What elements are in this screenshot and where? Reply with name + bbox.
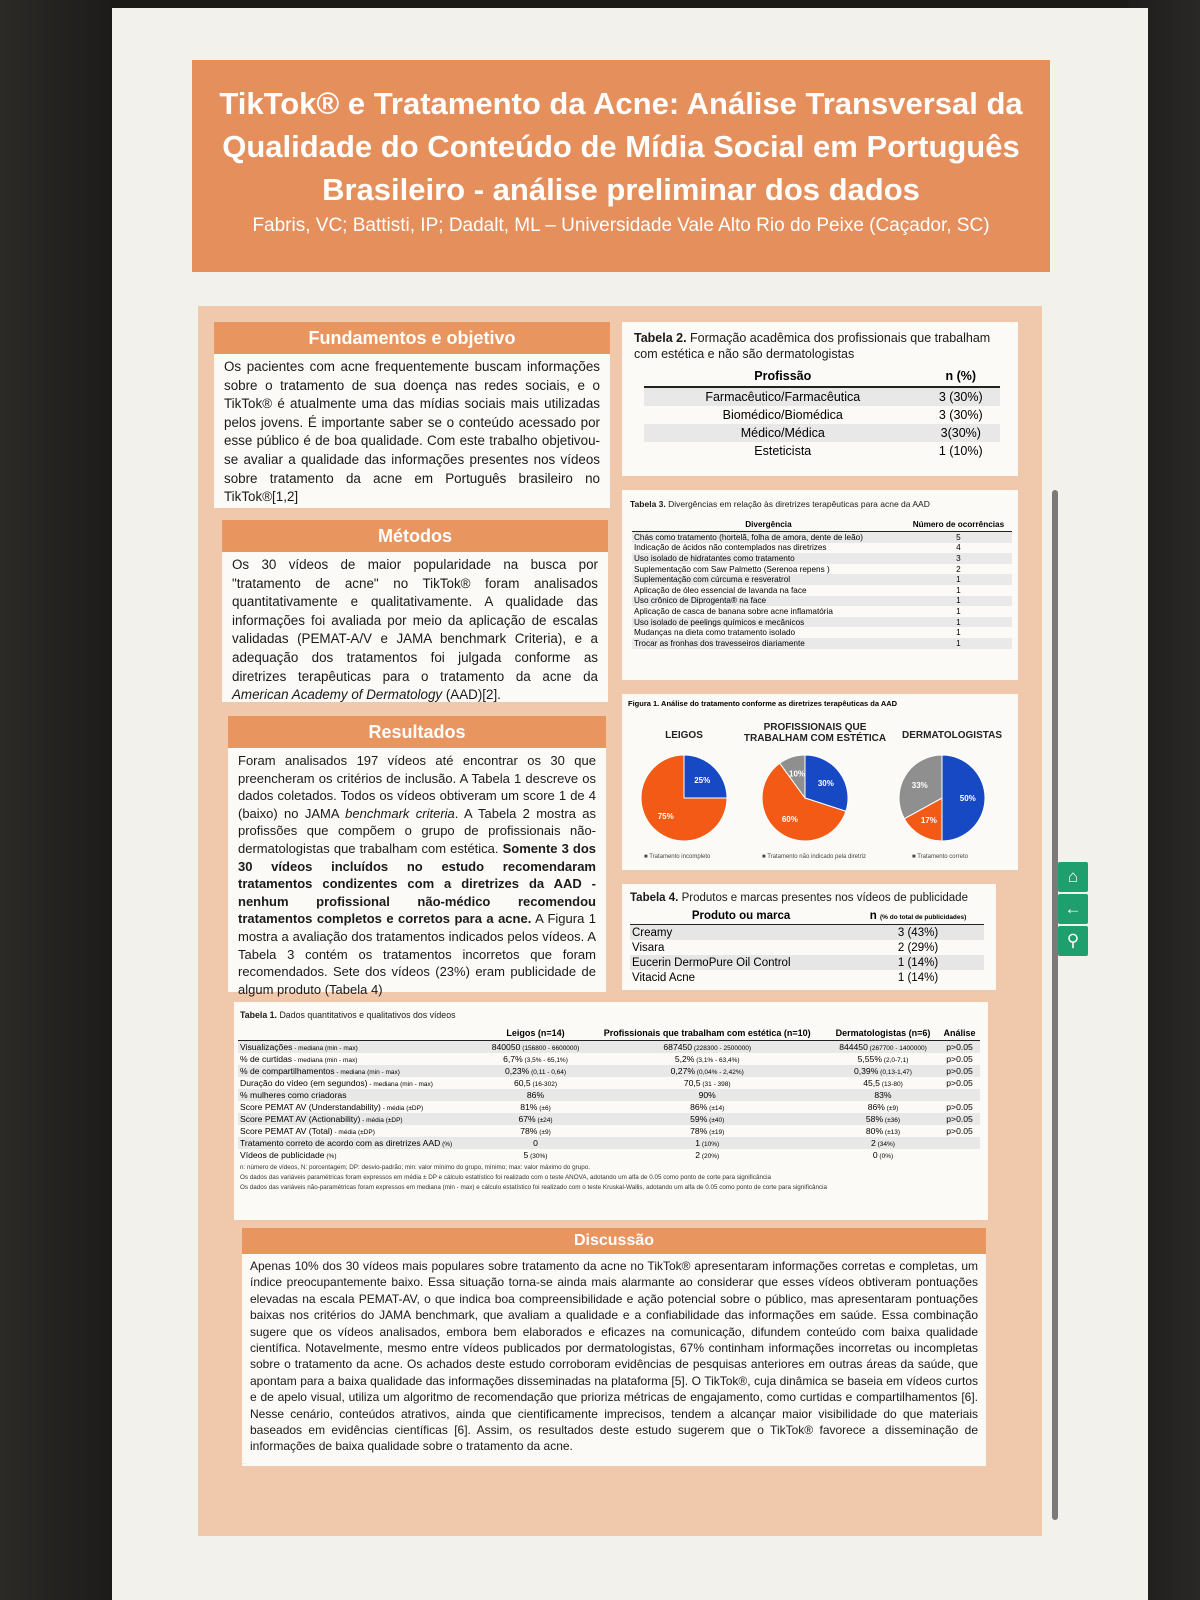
- poster-header: [192, 60, 1050, 272]
- table-row: Suplementação com cúrcuma e resveratrol 1: [632, 574, 1012, 585]
- pie-slice-label: 60%: [781, 814, 798, 824]
- pie-slice-label: 17%: [920, 816, 937, 826]
- table-row: % mulheres como criadoras 86% 90% 83%: [238, 1089, 980, 1101]
- table-2-panel: [622, 322, 1018, 476]
- table-row: Indicação de ácidos não contemplados nas diretrizes 4: [634, 543, 961, 553]
- table-1-header-profissionais: Profissionais que trabalham com estética (n=10): [588, 1026, 827, 1041]
- poster-authors: Fabris, VC; Battisti, IP; Dadalt, ML – Universidade Vale Alto Rio do Peixe (Caçador, SC): [252, 215, 990, 236]
- table-1-header-dermatologistas: Dermatologistas (n=6): [827, 1026, 939, 1041]
- table-row: Visualizações - mediana (min - max) 840050 (156800 - 6600000) 687450 (228300 - 2500000) 844450 (267700 - 1400000) p>0.05: [238, 1041, 980, 1054]
- pie-label-profissionais: PROFISSIONAIS QUE TRABALHAM COM ESTÉTICA: [743, 722, 887, 744]
- table-row: Duração do vídeo (em segundos) - mediana (min - max) 60,5 (16-302) 70,5 (31 - 398) 45,5 (13-80) p>0.05: [240, 1078, 973, 1088]
- table-row: Mudanças na dieta como tratamento isolado 1: [634, 628, 961, 638]
- table-1-panel: [234, 1002, 988, 1220]
- table-4-header-produto: Produto ou marca: [630, 908, 852, 925]
- table-4: [630, 908, 984, 985]
- table-4-caption: Tabela 4. Produtos e marcas presentes nos vídeos de publicidade: [630, 892, 968, 904]
- figure-1-title: Figura 1. Análise do tratamento conforme as diretrizes terapêuticas da AAD: [628, 699, 898, 708]
- table-2-header-n: n (%): [922, 366, 1000, 387]
- pie-slice-label: 50%: [959, 794, 976, 803]
- display-screen: [112, 8, 1148, 1600]
- table-row: % de curtidas - mediana (min - max) 6,7% (3,5% - 65,1%) 5,2% (3,1% - 63,4%) 5,55% (2,0-7,1) p>0.05: [240, 1054, 973, 1064]
- table-1-notes: n: número de vídeos, N: porcentagem; DP: desvio-padrão; min: valor mínimo do grupo, mínimo; max: valor máximo do grupo. Os dados das variáveis paramétricas foram expressos em média ± DP e cálculo estatístico foi realizado com o teste ANOVA, adotando um alfa de 0.05 como ponto de corte para significância Os dados das variáveis não-paramétricas foram expressos em mediana (min - max) e cálculo estatístico foi realizado com o teste Kruskal-Wallis, adotando um alfa de 0.05 como ponto de corte para significância: [240, 1164, 828, 1191]
- references-faded: ...: [242, 1460, 248, 1466]
- search-icon: ⚲: [1066, 931, 1080, 950]
- table-row: Uso isolado de peelings químicos e mecânicos 1: [632, 617, 1012, 628]
- table-2-header-profissao: Profissão: [644, 366, 922, 387]
- table-row: Vitacid Acne 1 (14%): [632, 971, 939, 984]
- metodos-text: Os 30 vídeos de maior popularidade na busca por "tratamento de acne" no TikTok® foram analisados quantitativamente e qualitativamente. A qualidade das informações foi avaliada por meio da aplicação de escalas validadas (PEMAT-A/V e JAMA benchmark Criteria), e a adequação dos tratamentos foi julgada conforme as diretrizes terapêuticas para o tratamento da acne da American Academy of Dermatology (AAD)[2].: [232, 557, 598, 703]
- table-row: Uso crônico de Diprogenta® na face 1: [632, 596, 1012, 607]
- search-button[interactable]: [1058, 926, 1088, 956]
- section-title-resultados: Resultados: [228, 716, 606, 748]
- back-button[interactable]: [1058, 894, 1088, 924]
- scrollbar[interactable]: [1052, 490, 1058, 1520]
- section-fundamentos: [214, 322, 610, 508]
- table-row: Aplicação de óleo essencial de lavanda na face 1: [634, 585, 961, 595]
- legend-item-nao-indicado: ■ Tratamento não indicado pela diretriz: [762, 854, 867, 860]
- table-1-header-leigos: Leigos (n=14): [484, 1026, 588, 1041]
- table-1-header-analise: Análise: [939, 1026, 980, 1041]
- table-row: Eucerin DermoPure Oil Control 1 (14%): [630, 955, 984, 970]
- table-1-caption: Tabela 1. Dados quantitativos e qualitativos dos vídeos: [240, 1010, 456, 1020]
- section-resultados: [228, 716, 606, 997]
- table-row: % de compartilhamentos - mediana (min - max) 0,23% (0,11 - 0,64) 0,27% (0,04% - 2,42%) 0,39% (0,13-1,47) p>0.05: [238, 1065, 980, 1077]
- table-4-panel: [622, 884, 996, 990]
- home-button[interactable]: [1058, 862, 1088, 892]
- table-row: Visara 2 (29%): [632, 941, 939, 954]
- fundamentos-text: Os pacientes com acne frequentemente buscam informações sobre o tratamento de sua doença nas redes sociais, e o TikTok® é atualmente uma das mídias sociais mais utilizadas pelos jovens. É importante saber se o conteúdo acessado por esse público é de boa qualidade. Com este trabalho objetivou-se avaliar a qualidade das informações presentes nos vídeos sobre tratamento da acne em Português brasileiro no TikTok®[1,2]: [224, 359, 600, 505]
- pie-slice-label: 75%: [657, 812, 674, 822]
- table-row: Score PEMAT AV (Understandability) - média (±DP) 81% (±6) 86% (±14) 86% (±9) p>0.05: [240, 1102, 973, 1112]
- pie-slice-label: 33%: [911, 780, 928, 790]
- table-row: Aplicação de casca de banana sobre acne inflamatória 1: [634, 606, 961, 616]
- section-title-metodos: Métodos: [222, 520, 608, 552]
- table-row: Score PEMAT AV (Actionability) - média (±DP) 67% (±24) 59% (±40) 58% (±36) p>0.05: [238, 1113, 980, 1125]
- table-row: Trocar as fronhas dos travesseiros diariamente 1: [632, 638, 1012, 649]
- table-row: Suplementação com Saw Palmetto (Serenoa repens ) 2: [634, 564, 961, 574]
- poster-title: TikTok® e Tratamento da Acne: Análise Transversal da Qualidade do Conteúdo de Mídia Social em Português Brasileiro - análise preliminar dos dados: [219, 86, 1023, 207]
- table-row: Farmacêutico/Farmacêutica 3 (30%): [644, 387, 1000, 406]
- legend-item-correto: ■ Tratamento correto: [912, 854, 968, 860]
- table-3-caption: Tabela 3. Divergências em relação às diretrizes terapêuticas para acne da AAD: [630, 499, 930, 509]
- section-discussao: [242, 1228, 986, 1466]
- table-row: Médico/Médica 3(30%): [644, 424, 1000, 442]
- table-1-body: [238, 1041, 980, 1162]
- pie-label-dermatologistas: DERMATOLOGISTAS: [902, 730, 1002, 741]
- table-row: Score PEMAT AV (Total) - média (±DP) 78% (±9) 78% (±19) 80% (±13) p>0.05: [240, 1126, 973, 1136]
- pie-slice-label: 10%: [789, 769, 806, 779]
- table-row: Vídeos de publicidade (%) 5 (30%) 2 (20%) 0 (0%): [240, 1150, 894, 1160]
- table-row: Tratamento correto de acordo com as diretrizes AAD (%) 0 1 (10%) 2 (34%): [238, 1137, 980, 1149]
- table-row: Chás como tratamento (hortelã, folha de amora, dente de leão) 5: [632, 532, 1012, 543]
- table-row: Esteticista 1 (10%): [754, 444, 983, 458]
- section-title-fundamentos: Fundamentos e objetivo: [214, 322, 610, 354]
- pie-label-leigos: LEIGOS: [665, 730, 703, 741]
- section-title-discussao: Discussão: [242, 1228, 986, 1254]
- table-row: Creamy 3 (43%): [630, 925, 984, 941]
- table-row: Uso isolado de hidratantes como tratamento 3: [632, 553, 1012, 564]
- table-row: Biomédico/Biomédica 3 (30%): [722, 408, 983, 422]
- section-metodos: [222, 520, 608, 702]
- pie-slice-label: 25%: [694, 775, 711, 785]
- pie-slice-label: 30%: [817, 778, 834, 788]
- resultados-text: Foram analisados 197 vídeos até encontrar os 30 que preencheram os critérios de inclusão. A Tabela 1 descreve os dados coletados. Todos os vídeos obtiveram um score 1 de 4 (baixo) no JAMA benchmark criteria. A Tabela 2 mostra as profissões que compõem o grupo de profissionais não-dermatologistas que trabalham com estética. Somente 3 dos 30 vídeos incluídos no estudo recomendaram tratamentos condizentes com a diretrizes da AAD - nenhum profissional não-médico recomendou tratamentos completos e corretos para a acne. A Figura 1 mostra a avaliação dos tratamentos indicados pelos vídeos. A Tabela 3 contém os tratamentos incorretos que foram recomendados. Sete dos vídeos (23%) eram publicidade de algum produto (Tabela 4): [238, 753, 596, 997]
- figure-1-panel: [622, 694, 1018, 870]
- table-2-caption: Tabela 2. Formação acadêmica dos profissionais que trabalham com estética e não são dermatologistas: [634, 331, 991, 361]
- legend-item-incompleto: ■ Tratamento incompleto: [644, 854, 711, 860]
- table-2: [644, 366, 1000, 460]
- table-3: [632, 518, 1012, 649]
- back-arrow-icon: ←: [1064, 899, 1082, 918]
- pie-charts: [622, 694, 1018, 870]
- table-3-header-ocorrencias: Número de ocorrências: [905, 518, 1012, 532]
- discussao-text: Apenas 10% dos 30 vídeos mais populares sobre tratamento da acne no TikTok® apresentaram informações corretas e completas, um índice preocupantemente baixo. Essa situação torna-se ainda mais alarmante ao considerar que esses vídeos obtiveram pontuações elevadas na escala PEMAT-AV, o que indica boa compreensibilidade e ação potencial sobre o público, mas apresentaram pontuações baixas nos critérios do JAMA benchmark, que avaliam a qualidade e a confiabilidade das informações em saúde. Essa combinação sugere que os vídeos analisados, embora bem elaborados e eficazes na comunicação, difundem conteúdo com baixa qualidade científica. Notavelmente, mesmo entre vídeos publicados por dermatologistas, 67% continham informações incorretas ou incompletas sobre o tratamento da acne. Os achados deste estudo corroboram evidências de pesquisas anteriores em outras áreas da saúde, que apontam para a baixa qualidade das informações disseminadas na plataforma [5]. O TikTok®, cuja dinâmica se baseia em vídeos curtos e de apelo visual, utiliza um algoritmo de recomendação que prioriza métricas de engajamento, como curtidas e compartilhamentos [6]. Nesse cenário, conteúdos atrativos, ainda que cientificamente imprecisos, tendem a alcançar maior visibilidade do que materiais baseados em evidências científicas [6]. Assim, os resultados deste estudo sugerem que o TikTok® favorece a disseminação de informações de baixa qualidade sobre o tratamento da acne.: [250, 1259, 978, 1454]
- table-3-header-divergencia: Divergência: [632, 518, 905, 532]
- monitor-bezel-left: [0, 0, 110, 1600]
- table-4-header-n: n (% do total de publicidades): [852, 908, 984, 925]
- table-1: [238, 1026, 980, 1161]
- table-3-panel: [622, 490, 1018, 680]
- home-icon: ⌂: [1067, 867, 1079, 886]
